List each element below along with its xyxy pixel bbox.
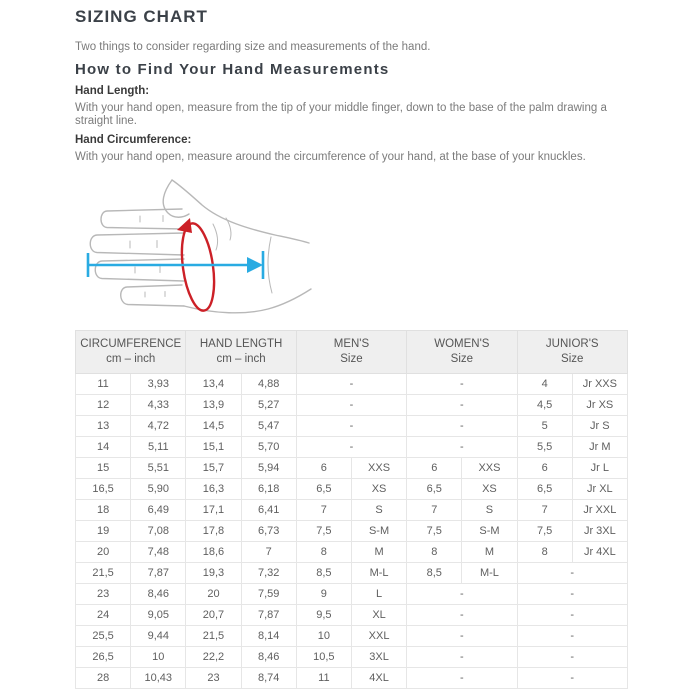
mens-cell: 4XL xyxy=(351,668,406,689)
table-row xyxy=(76,479,628,500)
hand_length-cell: 7,59 xyxy=(241,584,296,605)
mens-cell: S-M xyxy=(351,521,406,542)
mens-cell-merged: - xyxy=(296,395,406,416)
circumference-cell: 5,90 xyxy=(131,479,186,500)
table-row xyxy=(76,458,628,479)
circumference-cell: 7,08 xyxy=(131,521,186,542)
womens-cell: M-L xyxy=(462,563,517,584)
sizing-table xyxy=(75,330,628,689)
circumference-cell: 10,43 xyxy=(131,668,186,689)
womens-cell-merged: - xyxy=(407,416,517,437)
juniors-cell: Jr XL xyxy=(572,479,627,500)
womens-cell: S xyxy=(462,500,517,521)
circumference-cell: 5,51 xyxy=(131,458,186,479)
womens-cell-merged: - xyxy=(407,668,517,689)
mens-cell: 7 xyxy=(296,500,351,521)
juniors-cell-merged: - xyxy=(517,668,627,689)
womens-cell: 8,5 xyxy=(407,563,462,584)
womens-cell-merged: - xyxy=(407,395,517,416)
column-title: CIRCUMFERENCE xyxy=(80,338,182,350)
hand_length-cell: 20 xyxy=(186,584,241,605)
juniors-cell: Jr XS xyxy=(572,395,627,416)
hand_length-cell: 20,7 xyxy=(186,605,241,626)
mens-cell: 8,5 xyxy=(296,563,351,584)
mens-cell-merged: - xyxy=(296,437,406,458)
juniors-cell: 6 xyxy=(517,458,572,479)
mens-cell: 10 xyxy=(296,626,351,647)
hand_length-cell: 6,73 xyxy=(241,521,296,542)
hand-sketch-icon xyxy=(90,180,311,313)
womens-cell: XXS xyxy=(462,458,517,479)
hand_length-cell: 13,4 xyxy=(186,374,241,395)
mens-cell: 8 xyxy=(296,542,351,563)
circumference-cell: 13 xyxy=(76,416,131,437)
womens-cell-merged: - xyxy=(407,584,517,605)
mens-cell: 9,5 xyxy=(296,605,351,626)
hand_length-cell: 6,18 xyxy=(241,479,296,500)
column-title: MEN'S xyxy=(333,338,370,350)
hand_length-cell: 23 xyxy=(186,668,241,689)
sizing-chart-page xyxy=(75,0,627,689)
table-row xyxy=(76,668,628,689)
circumference-cell: 9,44 xyxy=(131,626,186,647)
juniors-cell: 8 xyxy=(517,542,572,563)
column-title: JUNIOR'S xyxy=(545,338,599,350)
mens-cell: 6 xyxy=(296,458,351,479)
circumference-cell: 28 xyxy=(76,668,131,689)
circumference-cell: 25,5 xyxy=(76,626,131,647)
mens-cell: XS xyxy=(351,479,406,500)
section-heading: How to Find Your Hand Measurements xyxy=(75,61,390,78)
column-subtitle: cm – inch xyxy=(106,353,156,365)
circumference-cell: 24 xyxy=(76,605,131,626)
womens-cell-merged: - xyxy=(407,647,517,668)
womens-cell-merged: - xyxy=(407,626,517,647)
intro-text: Two things to consider regarding size and measurements of the hand. xyxy=(75,41,431,53)
mens-cell: 3XL xyxy=(351,647,406,668)
column-title: WOMEN'S xyxy=(434,338,490,350)
juniors-cell-merged: - xyxy=(517,626,627,647)
circumference-cell: 11 xyxy=(76,374,131,395)
womens-cell: M xyxy=(462,542,517,563)
hand_length-cell: 4,88 xyxy=(241,374,296,395)
mens-cell: 7,5 xyxy=(296,521,351,542)
hand_length-cell: 22,2 xyxy=(186,647,241,668)
mens-cell: 10,5 xyxy=(296,647,351,668)
juniors-cell: 6,5 xyxy=(517,479,572,500)
mens-cell: XXS xyxy=(351,458,406,479)
size-table-body xyxy=(76,374,628,689)
womens-cell: 7,5 xyxy=(407,521,462,542)
hand_length-cell: 15,7 xyxy=(186,458,241,479)
hand_length-cell: 19,3 xyxy=(186,563,241,584)
mens-cell: 11 xyxy=(296,668,351,689)
column-subtitle: Size xyxy=(340,353,363,365)
mens-cell-merged: - xyxy=(296,416,406,437)
hand_length-cell: 7,32 xyxy=(241,563,296,584)
mens-cell: 9 xyxy=(296,584,351,605)
womens-cell: 8 xyxy=(407,542,462,563)
juniors-cell: 5 xyxy=(517,416,572,437)
hand_length-cell: 6,41 xyxy=(241,500,296,521)
womens-cell-merged: - xyxy=(407,437,517,458)
table-row xyxy=(76,521,628,542)
hand_length-cell: 7,87 xyxy=(241,605,296,626)
juniors-cell: Jr L xyxy=(572,458,627,479)
circumference-cell: 4,33 xyxy=(131,395,186,416)
hand_length-cell: 17,8 xyxy=(186,521,241,542)
circumference-cell: 21,5 xyxy=(76,563,131,584)
juniors-cell: Jr S xyxy=(572,416,627,437)
table-row xyxy=(76,395,628,416)
hand_length-cell: 18,6 xyxy=(186,542,241,563)
juniors-cell-merged: - xyxy=(517,605,627,626)
hand_length-cell: 21,5 xyxy=(186,626,241,647)
mens-cell: XXL xyxy=(351,626,406,647)
table-row xyxy=(76,437,628,458)
hand_length-cell: 5,47 xyxy=(241,416,296,437)
table-row xyxy=(76,500,628,521)
hand_length-cell: 16,3 xyxy=(186,479,241,500)
table-row xyxy=(76,374,628,395)
womens-cell: 7 xyxy=(407,500,462,521)
circumference-cell: 23 xyxy=(76,584,131,605)
circumference-cell: 18 xyxy=(76,500,131,521)
hand_length-cell: 8,74 xyxy=(241,668,296,689)
hand_length-cell: 17,1 xyxy=(186,500,241,521)
circumference-cell: 20 xyxy=(76,542,131,563)
circumference-cell: 26,5 xyxy=(76,647,131,668)
juniors-cell-merged: - xyxy=(517,563,627,584)
juniors-cell: 4 xyxy=(517,374,572,395)
hand_length-cell: 7 xyxy=(241,542,296,563)
column-header-mens xyxy=(296,331,406,374)
table-row xyxy=(76,416,628,437)
column-title: HAND LENGTH xyxy=(199,338,283,350)
juniors-cell: 7 xyxy=(517,500,572,521)
mens-cell: XL xyxy=(351,605,406,626)
table-row xyxy=(76,605,628,626)
column-header-juniors xyxy=(517,331,627,374)
circumference-cell: 7,87 xyxy=(131,563,186,584)
juniors-cell: 7,5 xyxy=(517,521,572,542)
mens-cell: 6,5 xyxy=(296,479,351,500)
table-row xyxy=(76,563,628,584)
juniors-cell: Jr 4XL xyxy=(572,542,627,563)
juniors-cell-merged: - xyxy=(517,584,627,605)
mens-cell-merged: - xyxy=(296,374,406,395)
hand-circumference-description: With your hand open, measure around the circumference of your hand, at the base of your knuckles. xyxy=(75,151,586,163)
womens-cell: XS xyxy=(462,479,517,500)
circumference-cell: 14 xyxy=(76,437,131,458)
circumference-cell: 10 xyxy=(131,647,186,668)
hand_length-cell: 5,70 xyxy=(241,437,296,458)
column-header-circumference xyxy=(76,331,186,374)
circumference-cell: 6,49 xyxy=(131,500,186,521)
column-subtitle: cm – inch xyxy=(216,353,266,365)
hand_length-cell: 5,94 xyxy=(241,458,296,479)
juniors-cell: Jr 3XL xyxy=(572,521,627,542)
table-row xyxy=(76,542,628,563)
mens-cell: L xyxy=(351,584,406,605)
womens-cell-merged: - xyxy=(407,374,517,395)
hand_length-cell: 5,27 xyxy=(241,395,296,416)
circumference-cell: 8,46 xyxy=(131,584,186,605)
table-row xyxy=(76,647,628,668)
mens-cell: S xyxy=(351,500,406,521)
hand-measurement-illustration xyxy=(75,177,627,325)
juniors-cell: Jr M xyxy=(572,437,627,458)
circumference-cell: 4,72 xyxy=(131,416,186,437)
circumference-cell: 3,93 xyxy=(131,374,186,395)
hand_length-cell: 8,46 xyxy=(241,647,296,668)
hand_length-cell: 15,1 xyxy=(186,437,241,458)
juniors-cell: Jr XXS xyxy=(572,374,627,395)
column-subtitle: Size xyxy=(561,353,584,365)
table-row xyxy=(76,584,628,605)
column-header-hand-length xyxy=(186,331,296,374)
column-header-womens xyxy=(407,331,517,374)
hand_length-cell: 8,14 xyxy=(241,626,296,647)
juniors-cell: 5,5 xyxy=(517,437,572,458)
hand_length-cell: 14,5 xyxy=(186,416,241,437)
circumference-cell: 7,48 xyxy=(131,542,186,563)
page-title: SIZING CHART xyxy=(75,7,208,26)
hand-illustration-svg xyxy=(85,177,337,325)
womens-cell: 6 xyxy=(407,458,462,479)
hand-circumference-label: Hand Circumference: xyxy=(75,134,192,146)
column-subtitle: Size xyxy=(450,353,474,365)
table-header-row xyxy=(76,331,628,374)
womens-cell: 6,5 xyxy=(407,479,462,500)
mens-cell: M xyxy=(351,542,406,563)
hand-length-description: With your hand open, measure from the tip of your middle finger, down to the base of the palm drawing a straight line. xyxy=(75,102,607,127)
mens-cell: M-L xyxy=(351,563,406,584)
circumference-cell: 5,11 xyxy=(131,437,186,458)
juniors-cell: 4,5 xyxy=(517,395,572,416)
circumference-cell: 9,05 xyxy=(131,605,186,626)
circumference-cell: 16,5 xyxy=(76,479,131,500)
hand-length-label: Hand Length: xyxy=(75,85,150,97)
circumference-cell: 12 xyxy=(76,395,131,416)
juniors-cell-merged: - xyxy=(517,647,627,668)
circumference-cell: 19 xyxy=(76,521,131,542)
womens-cell: S-M xyxy=(462,521,517,542)
table-row xyxy=(76,626,628,647)
hand_length-cell: 13,9 xyxy=(186,395,241,416)
juniors-cell: Jr XXL xyxy=(572,500,627,521)
circumference-cell: 15 xyxy=(76,458,131,479)
womens-cell-merged: - xyxy=(407,605,517,626)
